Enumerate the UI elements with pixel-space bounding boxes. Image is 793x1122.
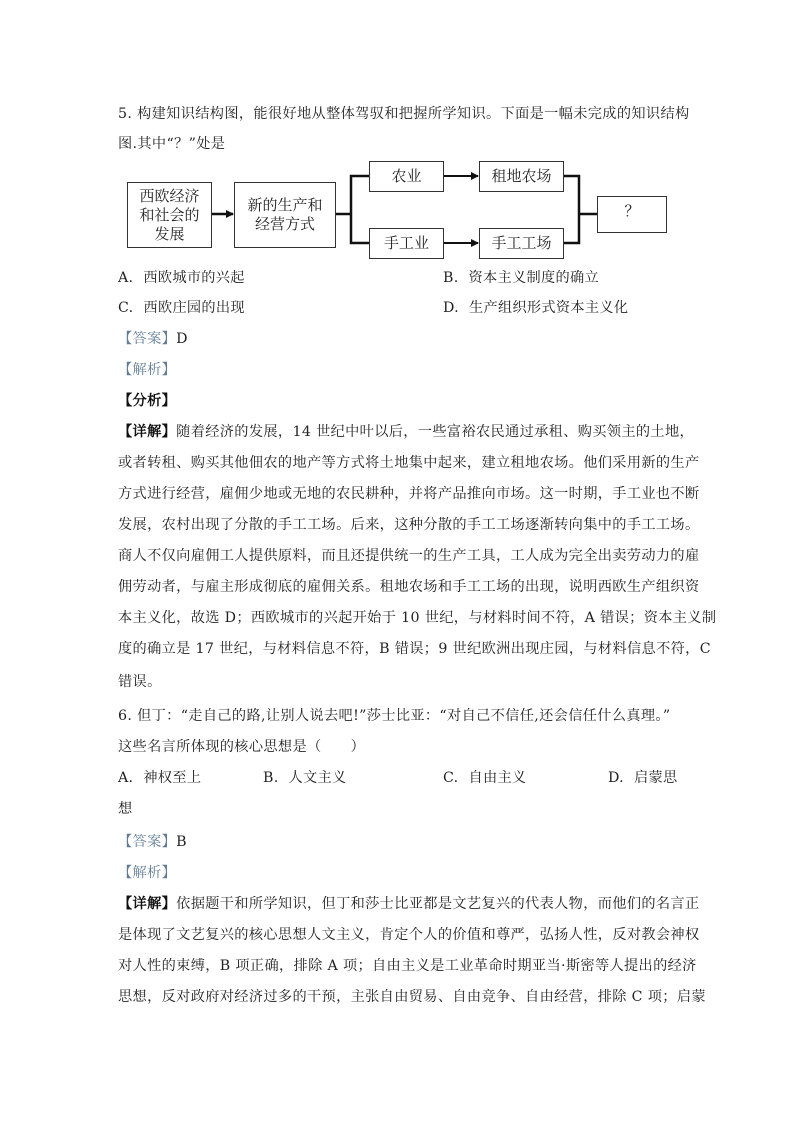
q5-option-a[interactable] [118,268,245,288]
diagram-box-handicraft [369,228,444,259]
option-letter: C. [443,770,459,786]
q5-stem-line-2: 图.其中“？”处是 [118,136,226,152]
option-letter: A. [118,770,134,786]
option-text: 生产组织形式资本主义化 [468,300,629,316]
q6-option-d[interactable] [608,768,677,788]
xiangjie-tag: 【详解】 [118,896,177,912]
q5-jiexi [118,360,678,380]
q5-xiangjie-line-4: 发展，农村出现了分散的手工工场。后来，这种分散的手工工场逐渐转向集中的手工工场。 [118,517,700,533]
diagram-box-workshop [479,228,564,259]
box-text: ？ [624,202,640,220]
q5-option-d[interactable] [443,298,628,318]
option-letter: B. [263,770,279,786]
q5-option-b[interactable] [443,268,599,288]
diagram-box-western-europe-development [127,182,212,248]
q5-xiangjie-line-9: 错误。 [118,674,162,690]
q6-option-b[interactable] [263,768,347,788]
option-text: 自由主义 [468,770,527,786]
option-letter: D. [443,300,459,316]
q6-xiangjie-line-2: 是体现了文艺复兴的核心思想人文主义，肯定个人的价值和尊严，弘扬人性，反对教会神权 [118,927,700,943]
option-text: 人文主义 [288,770,347,786]
q5-xiangjie-line-3: 方式进行经营，雇佣少地或无地的农民耕种，并将产品推向市场。这一时期，手工业也不断 [118,486,700,502]
q5-xiangjie-line-8: 度的确立是 17 世纪，与材料信息不符，B 错误；9 世纪欧洲出现庄园，与材料信息不符，C [118,641,711,657]
box-text: 手工工场 [491,234,552,252]
q5-option-c[interactable] [118,298,245,318]
paragraph-text: 依据题干和所学知识，但丁和莎士比亚都是文艺复兴的代表人物，而他们的名言正 [176,896,700,912]
box-text-line: 新的生产和 [247,196,323,214]
q5-xiangjie-line-5: 商人不仅向雇佣工人提供原料，而且还提供统一的生产工具，工人成为完全出卖劳动力的雇 [118,548,700,564]
q6-xiangjie-line-4: 思想，反对政府对经济过多的干预，主张自由贸易、自由竞争、自由经营，排除 C 项；启蒙 [118,989,706,1005]
answer-tag: 【答案】 [118,834,177,850]
option-letter: B. [443,270,459,286]
option-text: 启蒙思 [633,770,678,786]
diagram-box-leased-farm [479,161,564,192]
q6-xiangjie-line-3: 对人性的束缚，B 项正确，排除 A 项；自由主义是工业革命时期亚当·斯密等人提出的经济 [118,958,697,974]
option-text: 神权至上 [143,770,202,786]
box-text: 租地农场 [491,167,552,185]
diagram-box-unknown [597,196,667,233]
jiexi-tag: 【解析】 [118,362,177,378]
q6-option-d-wrap: 想 [118,801,133,817]
q6-xiangjie-line-1 [118,894,700,914]
paragraph-text: 随着经济的发展，14 世纪中叶以后，一些富裕农民通过承租、购买领主的土地， [176,424,695,440]
answer-value: D [176,331,188,347]
q5-answer [118,329,678,349]
q5-fenxi [118,391,678,411]
option-text: 资本主义制度的确立 [468,270,599,286]
option-letter: C. [118,300,134,316]
fenxi-tag: 【分析】 [118,393,177,409]
diagram-box-agriculture [369,161,444,192]
option-text: 西欧城市的兴起 [143,270,245,286]
option-letter: D. [608,770,624,786]
q6-stem-line-1: 6. 但丁：“走自己的路,让别人说去吧!”莎士比亚：“对自己不信任,还会信任什么真理。” [118,708,671,724]
answer-tag: 【答案】 [118,331,177,347]
answer-value: B [176,834,187,850]
box-text-line: 西欧经济 [139,186,200,205]
xiangjie-tag: 【详解】 [118,424,177,440]
q5-xiangjie-line-1 [118,422,695,442]
box-text: 农业 [391,167,422,185]
option-letter: A. [118,270,134,286]
q5-xiangjie-line-6: 佣劳动者，与雇主形成彻底的雇佣关系。租地农场和手工工场的出现，说明西欧生产组织资 [118,579,700,595]
option-text: 西欧庄园的出现 [143,300,245,316]
box-text: 手工业 [383,234,429,252]
diagram-box-new-production-method [234,182,336,248]
q5-xiangjie-line-7: 本主义化，故选 D；西欧城市的兴起开始于 10 世纪，与材料时间不符，A 错误；资本主义制 [118,610,717,626]
q6-jiexi [118,863,678,883]
q6-option-a[interactable] [118,768,201,788]
q6-stem-line-2: 这些名言所体现的核心思想是（ ） [118,739,366,755]
q6-option-c[interactable] [443,768,526,788]
box-text-line: 发展 [154,224,185,243]
q5-stem-line-1: 5. 构建知识结构图，能很好地从整体驾驭和把握所学知识。下面是一幅未完成的知识结构 [118,106,690,122]
box-text-line: 和社会的 [139,205,200,224]
q5-xiangjie-line-2: 或者转租、购买其他佃农的地产等方式将土地集中起来，建立租地农场。他们采用新的生产 [118,455,700,471]
jiexi-tag: 【解析】 [118,865,177,881]
q6-answer [118,832,678,852]
box-text-line: 经营方式 [254,215,315,233]
